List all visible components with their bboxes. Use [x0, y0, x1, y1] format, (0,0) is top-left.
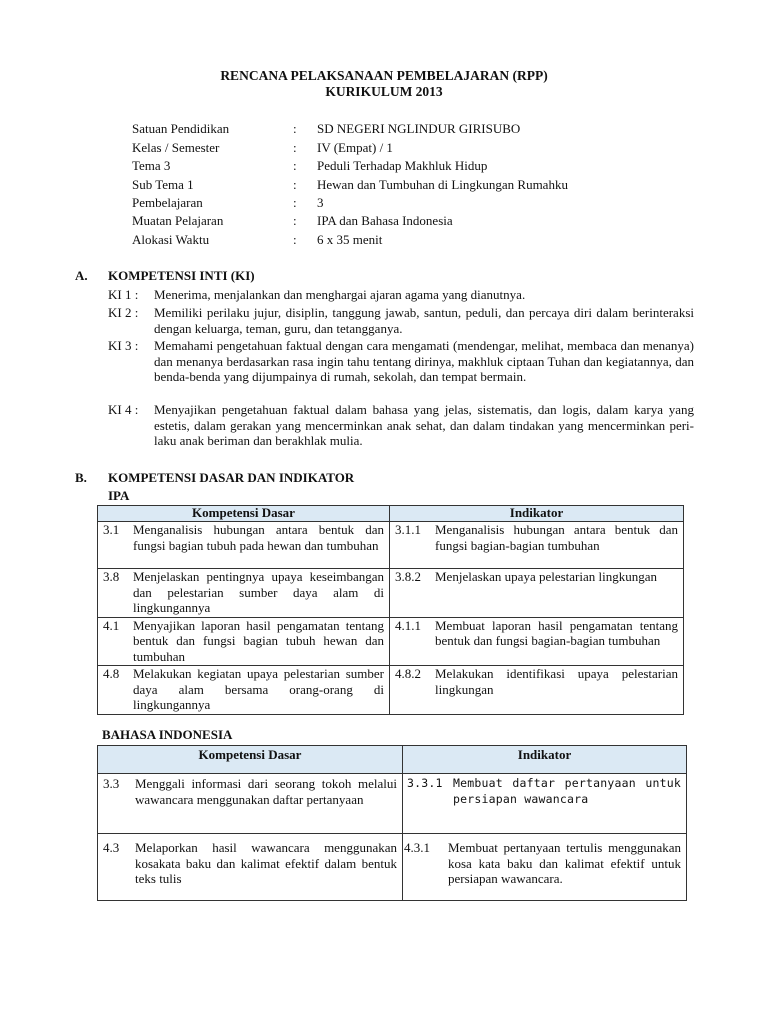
table-row [98, 666, 684, 715]
indicator-number: 4.8.2 [395, 666, 421, 681]
kd-number: 3.1 [103, 522, 120, 537]
ki-text: Menerima, menjalankan dan menghargai ajaran agama yang dianutnya. [154, 287, 526, 302]
indicator-cell [390, 617, 684, 666]
info-value: Hewan dan Tumbuhan di Lingkungan Rumahku [317, 177, 568, 192]
kd-number: 4.3 [103, 840, 120, 855]
indicator-text: Melakukan identifikasi upaya pelestarian lingkungan [435, 666, 678, 697]
kd-cell [98, 569, 390, 618]
info-value: IV (Empat) / 1 [317, 140, 393, 155]
indicator-number: 3.1.1 [395, 522, 421, 537]
info-row [0, 158, 768, 174]
section-a-letter: A. [75, 268, 88, 283]
indicator-cell [403, 774, 687, 834]
kd-text: Menjelaskan pentingnya upaya keseimbangan dan pelestarian sumber daya alam di lingkungannya [133, 569, 384, 615]
indicator-cell [390, 522, 684, 569]
table-row [98, 774, 687, 834]
kd-text: Melaporkan hasil wawancara menggunakan kosakata baku dan kalimat efektif dalam bentuk teks tulis [135, 840, 397, 886]
header-indikator: Indikator [390, 506, 684, 522]
info-value: IPA dan Bahasa Indonesia [317, 213, 453, 228]
kd-text: Menggali informasi dari seorang tokoh melalui wawancara menggunakan daftar pertanyaan [135, 776, 397, 807]
info-row [0, 232, 768, 248]
ki-text: Memiliki perilaku jujur, disiplin, tanggung jawab, santun, peduli, dan percaya diri dalam berinteraksi dengan keluarga, teman, guru, dan tetangganya. [154, 305, 694, 336]
ki-code: KI 3 : [108, 338, 139, 353]
info-value: SD NEGERI NGLINDUR GIRISUBO [317, 121, 521, 136]
table-row [98, 617, 684, 666]
indicator-cell [390, 569, 684, 618]
kd-cell [98, 617, 390, 666]
ki-text: Menyajikan pengetahuan faktual dalam bahasa yang jelas, sistematis, dan logis, dalam karya yang estetis, dalam gerakan yang mencerminkan anak sehat, dan dalam tindakan yang mencerminkan peri-laku anak beriman dan berakhlak mulia. [154, 402, 694, 448]
indicator-cell [403, 834, 687, 901]
ki-code: KI 1 : [108, 287, 139, 302]
info-colon: : [293, 177, 297, 192]
table-row [98, 522, 684, 569]
document-subtitle: KURIKULUM 2013 [325, 84, 443, 99]
info-colon: : [293, 140, 297, 155]
ipa-subject-title: IPA [108, 488, 130, 503]
section-b-title: KOMPETENSI DASAR DAN INDIKATOR [108, 470, 355, 485]
info-row [0, 140, 768, 156]
bahasa-table [97, 745, 687, 901]
kd-text: Melakukan kegiatan upaya pelestarian sumber daya alam bersama orang-orang di lingkungannya [133, 666, 384, 712]
indicator-text: Membuat daftar pertanyaan untuk persiapan wawancara [453, 776, 681, 806]
ki-code: KI 4 : [108, 402, 139, 417]
info-row [0, 213, 768, 229]
indicator-text: Menganalisis hubungan antara bentuk dan fungsi bagian-bagian tumbuhan [435, 522, 678, 553]
kd-cell [98, 522, 390, 569]
info-row [0, 195, 768, 211]
info-colon: : [293, 121, 297, 136]
info-label: Kelas / Semester [132, 140, 220, 155]
document-title: RENCANA PELAKSANAAN PEMBELAJARAN (RPP) [220, 68, 548, 83]
kd-number: 3.3 [103, 776, 120, 791]
info-label: Tema 3 [132, 158, 171, 173]
kd-cell [98, 666, 390, 715]
indicator-number: 4.1.1 [395, 617, 421, 633]
indicator-cell [390, 666, 684, 715]
info-value: Peduli Terhadap Makhluk Hidup [317, 158, 488, 173]
table-row [98, 834, 687, 901]
info-colon: : [293, 158, 297, 173]
info-label: Sub Tema 1 [132, 177, 194, 192]
info-row [0, 177, 768, 193]
table-header-row [98, 746, 687, 774]
kd-text: Menganalisis hubungan antara bentuk dan fungsi bagian tubuh pada hewan dan tumbuhan [133, 522, 384, 553]
kd-cell [98, 774, 403, 834]
section-a-title: KOMPETENSI INTI (KI) [108, 268, 255, 283]
bahasa-subject-title: BAHASA INDONESIA [102, 727, 233, 742]
info-label: Satuan Pendidikan [132, 121, 230, 136]
indicator-text: Menjelaskan upaya pelestarian lingkungan [435, 569, 658, 584]
info-label: Muatan Pelajaran [132, 213, 224, 228]
kd-text: Menyajikan laporan hasil pengamatan tentang bentuk dan fungsi bagian tubuh hewan dan tumbuhan [133, 617, 384, 664]
kd-number: 3.8 [103, 569, 120, 584]
indicator-text: Membuat laporan hasil pengamatan tentang bentuk dan fungsi bagian-bagian tumbuhan [435, 617, 678, 648]
info-colon: : [293, 195, 297, 210]
header-kompetensi-dasar: Kompetensi Dasar [98, 746, 403, 774]
kd-number: 4.1 [103, 617, 120, 633]
info-label: Alokasi Waktu [132, 232, 210, 247]
info-row [0, 121, 768, 137]
indicator-number: 3.3.1 [407, 776, 443, 790]
section-b-letter: B. [75, 470, 87, 485]
ipa-table [97, 505, 684, 715]
table-header-row [98, 506, 684, 522]
indicator-text: Membuat pertanyaan tertulis menggunakan kosa kata baku dan kalimat efektif untuk persiapan wawancara. [448, 840, 681, 886]
indicator-number: 4.3.1 [404, 840, 430, 855]
info-colon: : [293, 213, 297, 228]
kd-cell [98, 834, 403, 901]
header-indikator: Indikator [403, 746, 687, 774]
info-colon: : [293, 232, 297, 247]
indicator-number: 3.8.2 [395, 569, 421, 584]
info-value: 6 x 35 menit [317, 232, 383, 247]
table-row [98, 569, 684, 618]
ki-text: Memahami pengetahuan faktual dengan cara mengamati (mendengar, melihat, membaca dan menanya) dan menanya berdasarkan rasa ingin tahu tentang dirinya, makhluk ciptaan Tuhan dan kegiatannya, dan benda-benda yang dijumpainya di rumah, sekolah, dan tempat bermain. [154, 338, 694, 384]
header-kompetensi-dasar: Kompetensi Dasar [98, 506, 390, 522]
ki-code: KI 2 : [108, 305, 139, 320]
kd-number: 4.8 [103, 666, 120, 681]
info-value: 3 [317, 195, 324, 210]
info-label: Pembelajaran [132, 195, 203, 210]
